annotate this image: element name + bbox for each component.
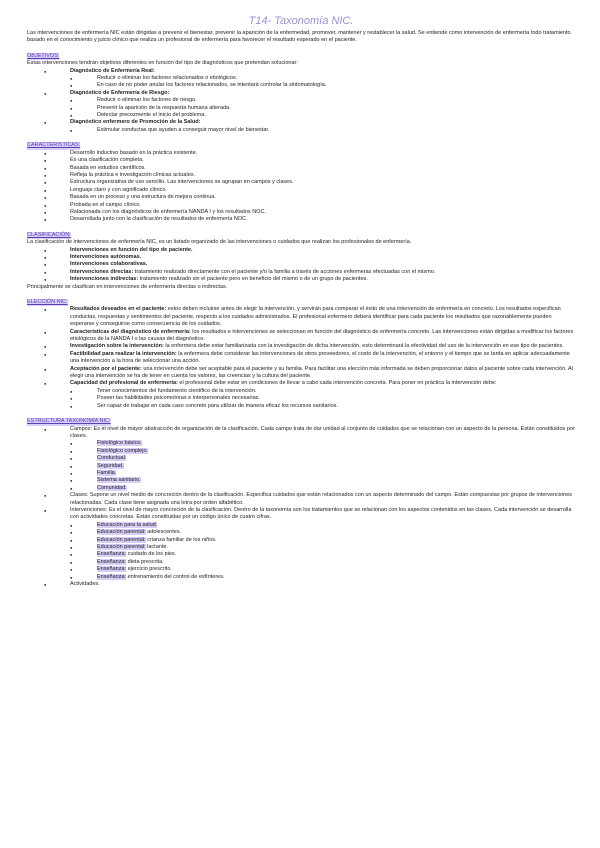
- eleccion-section: [27, 291, 575, 410]
- list-item: ● Diagnóstico de Enfermería de Riesgo:: [27, 90, 575, 97]
- list-item: ● Campos: Es el nivel de mayor abstracción de organización de la clasificación. Cada campo trata de dar unidad al conjunto de cuidados que se relacionan con un aspecto de la persona. Están constituidos por clases.: [27, 426, 575, 441]
- objetivos-intro: Estas intervenciones tendrán objetivos diferentes en función del tipo de diagnósticos que pretendan solucionar:: [27, 60, 298, 67]
- caracteristicas-list: [27, 150, 575, 224]
- list-item: ● Diagnóstico de Enfermería Real:: [27, 68, 575, 75]
- list-item: ● Educación parental: lactante.: [27, 544, 575, 551]
- list-item: ● Enseñanza: ejercicio prescrito.: [27, 566, 575, 573]
- list-item: ● Clases: Supone un nivel medio de concreción dentro de la clasificación. Especifica cuidados que están relacionados con un aspecto determinado del campo. Están compuestas por grupos de intervenciones relacionadas. Cada clase tiene asignada una letra por orden alfabético.: [27, 492, 575, 507]
- list-item: ● Estructura organizativa de uso sencillo. Las intervenciones se agrupan en campos y clases.: [27, 179, 575, 186]
- list-item: ● Estimular conductas que ayuden a conseguir mayor nivel de bienestar.: [27, 127, 575, 134]
- list-item: ● Intervenciones: Es el nivel de mayor concreción de la clasificación. Dentro de la taxonomía son los tratamientos que se relacionan con los aspectos contenidos en las clases. Cada intervención se desarrolla con actividades concretas. Están constituidas por un código único de cuatro cifras.: [27, 507, 575, 522]
- list-item: ● Enseñanza: cuidado de los pies.: [27, 551, 575, 558]
- estructura-section: [27, 410, 575, 588]
- list-item: ● Conductual.: [27, 455, 575, 462]
- list-item: ● En caso de no poder anular los factores relacionados, se intentará controlar la sintomatología.: [27, 82, 575, 89]
- list-item: ● Fisiológico complejo.: [27, 448, 575, 455]
- document-page: [27, 14, 575, 588]
- clasificacion-outro: Principalmente se clasifican en intervenciones de enfermería directas o indirectas.: [27, 283, 228, 290]
- caracteristicas-section: [27, 134, 575, 223]
- list-item: ● Basada en estudios científicos.: [27, 165, 575, 172]
- estructura-list: [27, 426, 575, 589]
- list-item: ● Probada en el campo clínico.: [27, 202, 575, 209]
- list-item: ● Enseñanza: dieta prescrita.: [27, 559, 575, 566]
- list-item: ● Intervenciones directas: tratamiento realizado directamente con el paciente y/o la familia a través de acciones enfermeras efectuadas con el mismo.: [27, 269, 575, 276]
- intro-paragraph: Las intervenciones de enfermería NIC están dirigidas a prevenir el bienestar, prevenir la aparición de la enfermedad, promover, mantener y restablecer la salud. Se entiende como intervención de enfermería todo tratamiento basado en el conocimiento y juicio clínico que realiza un profesional de enfermería para favorecer el resultado esperado en el paciente.: [27, 30, 571, 44]
- clasificacion-heading: CLASIFICACIÓN:: [27, 231, 71, 238]
- estructura-heading: ESTRUCTURA TAXONOMÍA NIC:: [27, 418, 111, 425]
- list-item: ● Refleja la práctica e investigación clínicas actuales.: [27, 172, 575, 179]
- clasificacion-intro: La clasificación de intervenciones de enfermería NIC, es un listado organizado de las intervenciones o cuidados que realizan los profesionales de enfermería.: [27, 239, 412, 246]
- list-item: ● Resultados deseados en el paciente: estos deben incluirse antes de elegir la intervención, y servirán para comparar el éxito de una intervención de enfermería en concreto. Los resultados especifican conductas, respuestas y sentimientos del paciente, respecto a los cuidados administrados. El profesional enfermero deberá identificar para cada paciente los resultados que razonablemente pueden esperarse y conseguirse como consecuencia de los cuidados.: [27, 306, 575, 328]
- objetivos-list: [27, 68, 575, 135]
- list-item: ● Educación parental: adolescentes.: [27, 529, 575, 536]
- list-item: ● Enseñanza: entrenamiento del control de esfínteres.: [27, 574, 575, 581]
- list-item: ● Características del diagnóstico de enfermería: los resultados e intervenciones se seleccionan en función del diagnóstico de enfermería concreto. Las intervenciones están dirigidas a modificar los factores etiológicos de la NANDA I o las causas del diagnóstico.: [27, 329, 575, 344]
- list-item: ● Detectar precozmente el inicio del problema.: [27, 112, 575, 119]
- list-item: ● Intervenciones indirectas: tratamiento realizado sin el paciente pero en beneficio del mismo o de un grupo de pacientes.: [27, 276, 575, 283]
- eleccion-heading: ELECCIÓN NIC:: [27, 299, 68, 305]
- list-item: ● Fisiológico básico.: [27, 440, 575, 447]
- list-item: ● Desarrollo inductivo basado en la práctica existente.: [27, 150, 575, 157]
- list-item: ● Investigación sobre la intervención: la enfermera debe estar familiarizada con la investigación de dicha intervención, esto determinará la efectividad del uso de la intervención en ese tipo de pacientes.: [27, 343, 575, 350]
- list-item: ● Seguridad.: [27, 463, 575, 470]
- list-item: ● Intervenciones colaborativas.: [27, 261, 575, 268]
- list-item: ● Es una clasificación completa.: [27, 157, 575, 164]
- list-item: ● Reducir o eliminar los factores relacionados o etiológicos.: [27, 75, 575, 82]
- list-item: ● Tener conocimientos del fundamento científico de la intervención.: [27, 388, 575, 395]
- objetivos-heading: OBJETIVOS:: [27, 52, 60, 59]
- list-item: ● Reducir o eliminar los factores de riesgo.: [27, 97, 575, 104]
- list-item: ● Lenguaje claro y con significado clínico.: [27, 187, 575, 194]
- list-item: ● Desarrollada junto con la clasificación de resultados de enfermería NOC.: [27, 216, 575, 223]
- clasificacion-list: [27, 247, 575, 284]
- list-item: ● Diagnóstico enfermero de Promoción de la Salud:: [27, 119, 575, 126]
- list-item: ● Educación para la salud.: [27, 522, 575, 529]
- list-item: ● Familia.: [27, 470, 575, 477]
- clasificacion-section: [27, 224, 575, 291]
- list-item: ● Educación parental: crianza familiar de los niños.: [27, 537, 575, 544]
- caracteristicas-heading: CARACTERÍSTICAS:: [27, 142, 81, 149]
- list-item: ● Basada en un proceso y una estructura de mejora continua.: [27, 194, 575, 201]
- list-item: ● Intervenciones autónomas.: [27, 254, 575, 261]
- list-item: ● Sistema sanitario.: [27, 477, 575, 484]
- list-item: ● Relacionada con los diagnósticos de enfermería NANDA I y los resultados NOC.: [27, 209, 575, 216]
- list-item: ● Intervenciones en función del tipo de paciente.: [27, 247, 575, 254]
- list-item: ● Ser capaz de trabajar en cada caso concreto para utilizar de manera eficaz los recursos sanitarios.: [27, 403, 575, 410]
- list-item: ● Factibilidad para realizar la intervención: la enfermera debe considerar las intervenciones de otros proveedores, el costo de la intervención, el entorno y el tiempo que se tarda en aplicar adecuadamente una intervención a la hora de seleccionar una acción.: [27, 351, 575, 366]
- list-item: ● Poseer las habilidades psicomotoras e interpersonales necesarias.: [27, 395, 575, 402]
- list-item: ● Prevenir la aparición de la respuesta humana alterada.: [27, 105, 575, 112]
- list-item: ● Actividades.: [27, 581, 575, 588]
- list-item: ● Aceptación por el paciente: una intervención debe ser aceptable para el paciente y su familia. Para facilitar una elección más informada se deben proporcionar datos al paciente sobre cada intervención. Al elegir una intervención se ha de tener en cuenta los valores, las creencias y la cultura del paciente.: [27, 366, 575, 381]
- objetivos-section: [27, 45, 575, 134]
- page-title: T14- Taxonomía NIC.: [248, 15, 354, 27]
- list-item: ● Capacidad del profesional de enfermería: el profesional debe estar en condiciones de llevar a cabo cada intervención concreta. Para poner en práctica la intervención debe:: [27, 380, 575, 387]
- eleccion-list: [27, 306, 575, 410]
- list-item: ● Comunidad.: [27, 485, 575, 492]
